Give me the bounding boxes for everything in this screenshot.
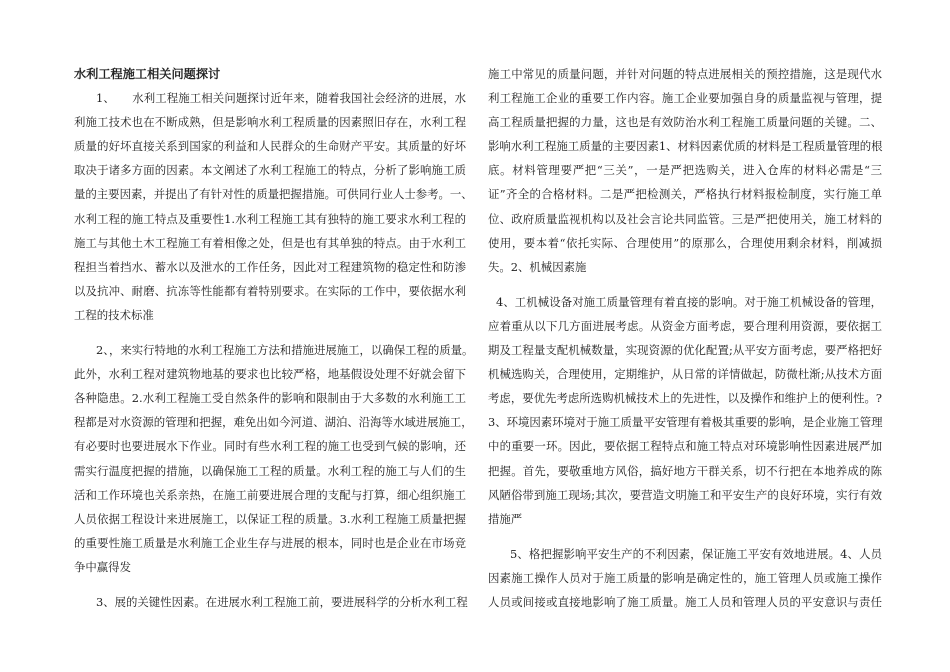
- text-line: 的重要性施工质量是水利施工企业生存与进展的根本，同时也是企业在市场竞: [74, 535, 466, 550]
- text-line: 1、 水利工程施工相关问题探讨近年来，随着我国社会经济的进展，水: [96, 91, 466, 106]
- text-line: 期及工程量支配机械数量，实现资源的优化配置;从平安方面考虑，要严格把好: [488, 343, 882, 358]
- text-line: 3、展的关键性因素。在进展水利工程施工前，要进展科学的分析水利工程: [96, 594, 468, 609]
- text-line: 2、，来实行特地的水利工程施工方法和措施进展施工，以确保工程的质量。: [96, 343, 474, 358]
- text-line: 各种隐患。2.水利工程施工受自然条件的影响和限制由于大多数的水利施工工: [74, 391, 466, 406]
- text-line: 施工中常见的质量问题，并针对问题的特点进展相关的预控措施，这是现代水: [488, 67, 882, 81]
- text-line: 需实行温度把握的措施，以确保施工工程的质量。水利工程的施工与人们的生: [74, 463, 466, 478]
- text-line: 机械选购关，合理使用，定期维护，从日常的详情做起，防微杜渐;从技术方面: [488, 367, 882, 382]
- text-line: 质量的好坏直接关系到国家的利益和人民群众的生命财产平安。其质量的好坏: [74, 139, 466, 154]
- text-line: 有必要时也要进展水下作业。同时有些水利工程的施工也受到气候的影响，还: [74, 439, 466, 454]
- text-line: 风陋俗带到施工现场;其次，要营造文明施工和平安生产的良好环境，实行有效: [488, 487, 882, 502]
- text-line: 量的主要因素，并提出了有针对性的质量把握措施。可供同行业人士参考。一、: [74, 187, 473, 202]
- text-line: 程担当着挡水、蓄水以及泄水的工作任务，因此对工程建筑物的稳定性和防渗: [74, 259, 466, 274]
- text-line: 失。2、机械因素施: [488, 259, 587, 274]
- text-line: 人员依据工程设计来进展施工，以保证工程的质量。3.水利工程施工质量把握: [74, 511, 466, 526]
- text-line: 争中赢得发: [74, 559, 131, 574]
- text-line: 活和工作环境也关系亲热，在施工前要进展合理的支配与打算，细心组织施工: [74, 487, 466, 502]
- left-column: [74, 62, 474, 614]
- text-line: 措施严: [488, 511, 523, 526]
- text-line: 以及抗冲、耐磨、抗冻等性能都有着特别要求。在实际的工作中，要依据水利: [74, 283, 466, 298]
- text-line: 位、政府质量监视机构以及社会言论共同监管。三是严把使用关，施工材料的: [488, 211, 882, 226]
- text-line: 因素施工操作人员对于施工质量的影响是确定性的，施工管理人员或施工操作: [488, 570, 882, 585]
- text-line: 人员或间接或直接地影响了施工质量。施工人员和管理人员的平安意识与责任: [488, 594, 882, 609]
- text-line: 此外，水利工程对建筑物地基的要求也比较严格，地基假设处理不好就会留下: [74, 367, 466, 382]
- text-line: 证”齐全的合格材料。二是严把检测关，严格执行材料报检制度，实行施工单: [488, 187, 882, 202]
- text-line: 中的重要一环。因此，要依据工程特点和施工特点对环境影响性因素进展严加: [488, 439, 882, 454]
- text-line: 利工程施工企业的重要工作内容。施工企业要加强自身的质量监视与管理，提: [488, 91, 882, 106]
- text-line: 应着重从以下几方面进展考虑。从资金方面考虑，要合理利用资源，要依据工: [488, 318, 882, 333]
- text-line: 使用，要本着“依托实际、合理使用”的原那么，合理使用剩余材料，削减损: [488, 235, 882, 250]
- text-line: 取决于诸多方面的因素。本文阐述了水利工程施工的特点，分析了影响施工质: [74, 163, 466, 178]
- text-line: 4、工机械设备对施工质量管理有着直接的影响。对于施工机械设备的管理，: [496, 294, 882, 309]
- text-line: 水利工程的施工特点及重要性1.水利工程施工其有独特的施工要求水利工程的: [74, 211, 466, 226]
- text-line: 把握。首先，要敬重地方风俗，搞好地方干群关系，切不行把在本地养成的陈: [488, 463, 882, 478]
- text-line: 影响水利工程施工质量的主要因素1、材料因素优质的材料是工程质量管理的根: [488, 139, 883, 154]
- right-column: [488, 62, 882, 614]
- text-line: 底。材料管理要严把“三关”，一是严把选购关，进入仓库的材料必需是“三: [488, 163, 882, 178]
- document-title: 水利工程施工相关问题探讨: [74, 67, 221, 81]
- text-line: 利施工技术也在不断成熟，但是影响水利工程质量的因素照旧存在，水利工程: [74, 115, 466, 130]
- text-line: 程都是对水资源的管理和把握，难免出如今河道、湖泊、沿海等水域进展施工，: [74, 415, 473, 430]
- text-line: 5、格把握影响平安生产的不利因素，保证施工平安有效地进展。4、人员: [510, 546, 882, 561]
- text-line: 考虑，要优先考虑所选购机械技术上的先进性，以及操作和维护上的便利性。?: [488, 391, 882, 406]
- text-line: 3、环境因素环境对于施工质量平安管理有着极其重要的影响，是企业施工管理: [488, 415, 883, 430]
- text-line: 高工程质量把握的力量，这也是有效防治水利工程施工质量问题的关键。二、: [488, 115, 882, 130]
- text-line: 工程的技术标准: [74, 307, 154, 322]
- text-line: 施工与其他土木工程施工有着相像之处，但是也有其单独的特点。由于水利工: [74, 235, 466, 250]
